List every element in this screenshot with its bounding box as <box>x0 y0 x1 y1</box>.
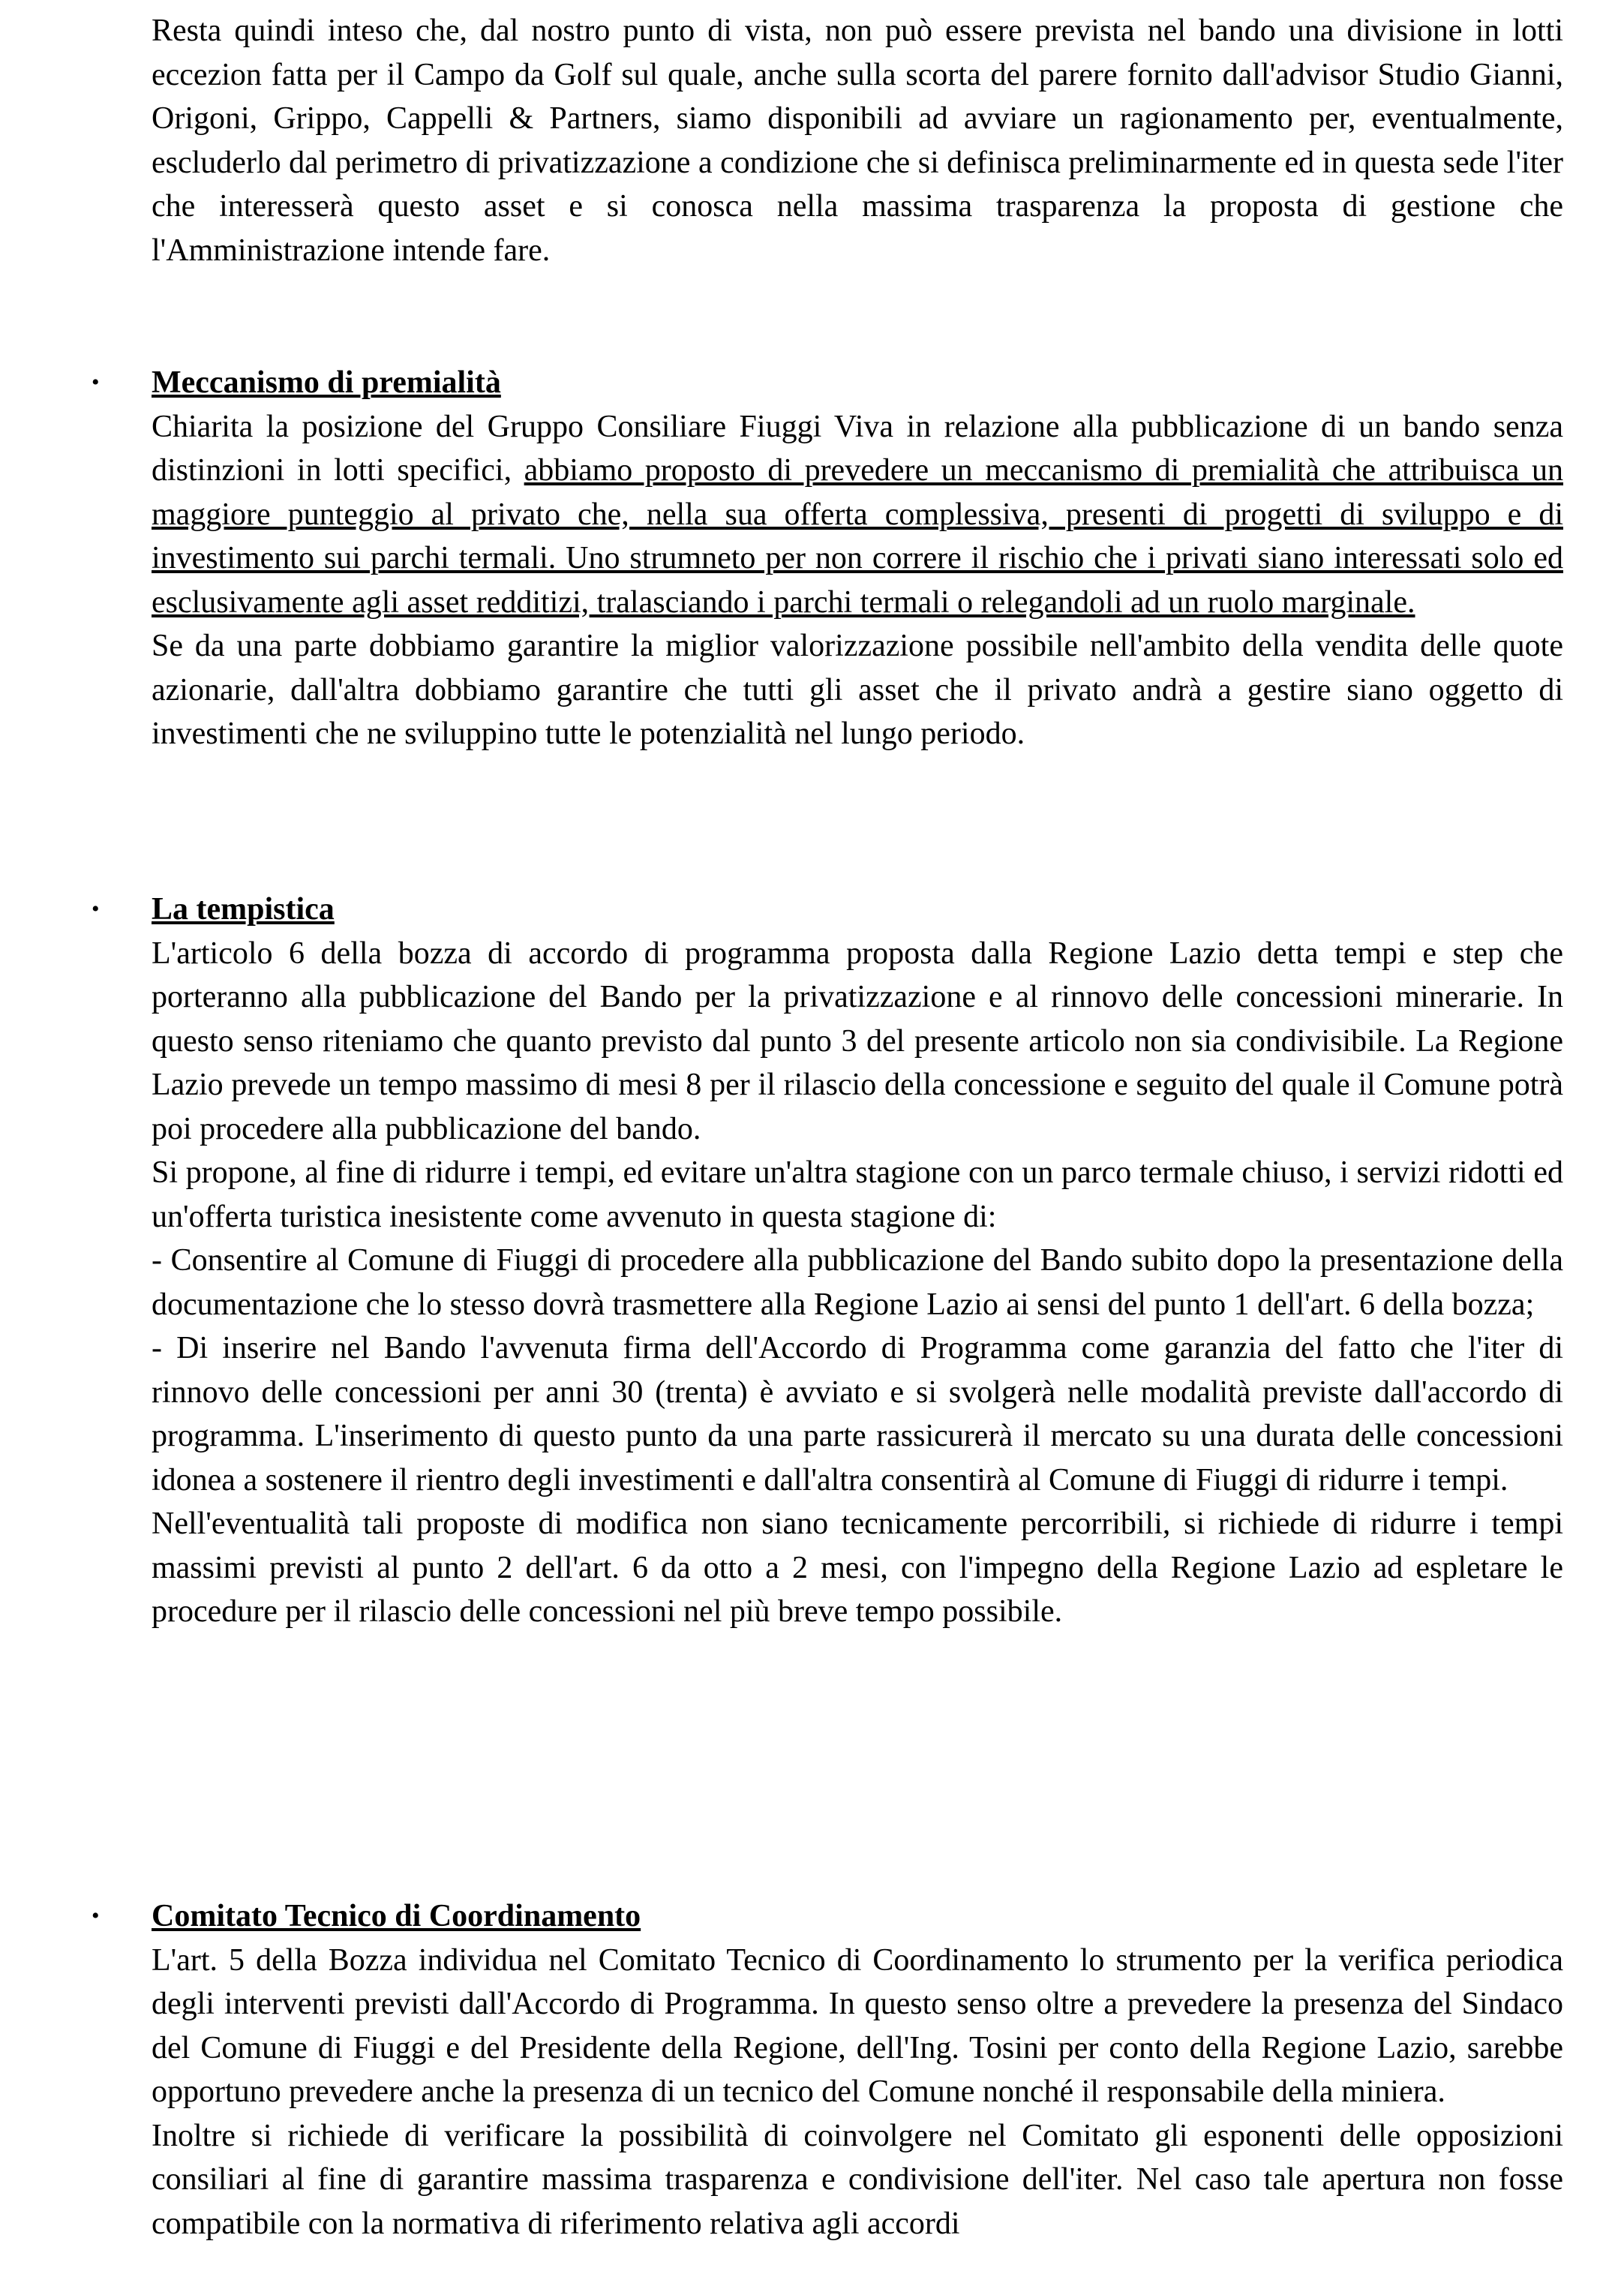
section-paragraph: Si propone, al fine di ridurre i tempi, ed evitare un'altra stagione con un parco termale chiuso, i servizi ridotti ed un'offerta turistica inesistente come avvenuto in questa stagione di: <box>152 1155 1563 1234</box>
section-paragraph: L'articolo 6 della bozza di accordo di programma proposta dalla Regione Lazio detta tempi e step che porteranno alla pubblicazione del Bando per la privatizzazione e al rinnovo delle concessioni minerarie. In questo senso riteniamo che quanto previsto dal punto 3 del presente articolo non sia condivisibile. La Regione Lazio prevede un tempo massimo di mesi 8 per il rilascio della concessione e seguito del quale il Comune potrà poi procedere alla pubblicazione del bando. <box>152 936 1563 1146</box>
bullet-icon: • <box>92 1903 100 1928</box>
section-heading: Meccanismo di premialità <box>152 365 501 400</box>
bullet-icon: • <box>92 370 100 395</box>
section-paragraph: - Di inserire nel Bando l'avvenuta firma dell'Accordo di Programma come garanzia del fatto che l'iter di rinnovo delle concessioni per anni 30 (trenta) è avviato e si svolgerà nelle modalità previste dall'accordo di programma. L'inserimento di questo punto da una parte rassicurerà il mercato su una durata delle concessioni idonea a sostenere il rientro degli investimenti e dall'altra consentirà al Comune di Fiuggi di ridurre i tempi. <box>152 1331 1563 1497</box>
section-paragraph <box>152 405 1563 625</box>
section-paragraph: Inoltre si richiede di verificare la possibilità di coinvolgere nel Comitato gli esponenti delle opposizioni consiliari al fine di garantire massima trasparenza e condivisione dell'iter. Nel caso tale apertura non fosse compatibile con la normativa di riferimento relativa agli accordi <box>152 2118 1563 2241</box>
section-heading: Comitato Tecnico di Coordinamento <box>152 1899 641 1933</box>
bullet-icon: • <box>92 897 100 921</box>
section-paragraph: Se da una parte dobbiamo garantire la miglior valorizzazione possibile nell'ambito della vendita delle quote azionarie, dall'altra dobbiamo garantire che tutti gli asset che il privato andrà a gestire siano oggetto di investimenti che ne sviluppino tutte le potenzialità nel lungo periodo. <box>152 629 1563 751</box>
paragraph-text: Chiarita la posizione del Gruppo Consiliare Fiuggi Viva in relazione alla pubblicazione di un bando senza distinzioni in lotti specifici, <box>152 409 1563 488</box>
section-paragraph: L'art. 5 della Bozza individua nel Comitato Tecnico di Coordinamento lo strumento per la verifica periodica degli interventi previsti dall'Accordo di Programma. In questo senso oltre a prevedere la presenza del Sindaco del Comune di Fiuggi e del Presidente della Regione, dell'Ing. Tosini per conto della Regione Lazio, sarebbe opportuno prevedere anche la presenza di un tecnico del Comune nonché il responsabile della miniera. <box>152 1942 1563 2109</box>
section-heading: La tempistica <box>152 892 335 927</box>
section-tempistica <box>92 888 1563 1634</box>
section-meccanismo-premialita <box>92 361 1563 756</box>
section-paragraph: - Consentire al Comune di Fiuggi di procedere alla pubblicazione del Bando subito dopo la presentazione della documentazione che lo stesso dovrà trasmettere alla Regione Lazio ai sensi del punto 1 dell'art. 6 della bozza; <box>152 1243 1563 1322</box>
section-paragraph: Nell'eventualità tali proposte di modifica non siano tecnicamente percorribili, si richiede di ridurre i tempi massimi previsti al punto 2 dell'art. 6 da otto a 2 mesi, con l'impegno della Regione Lazio ad espletare le procedure per il rilascio delle concessioni nel più breve tempo possibile. <box>152 1506 1563 1629</box>
underlined-text: abbiamo proposto di prevedere un meccanismo di premialità che attribuisca un maggiore punteggio al privato che, nella sua offerta complessiva, presenti di progetti di sviluppo e di investimento sui parchi termali. Uno strumneto per non correre il rischio che i privati siano interessati solo ed esclusivamente agli asset redditizi, tralasciando i parchi termali o relegandoli ad un ruolo marginale. <box>152 453 1563 620</box>
section-comitato-tecnico <box>92 1894 1563 2245</box>
intro-paragraph: Resta quindi inteso che, dal nostro punto di vista, non può essere prevista nel bando una divisione in lotti eccezion fatta per il Campo da Golf sul quale, anche sulla scorta del parere fornito dall'advisor Studio Gianni, Origoni, Grippo, Cappelli & Partners, siamo disponibili ad avviare un ragionamento per, eventualmente, escluderlo dal perimetro di privatizzazione a condizione che si definisca preliminarmente ed in questa sede l'iter che interesserà questo asset e si conosca nella massima trasparenza la proposta di gestione che l'Amministrazione intende fare. <box>152 14 1563 268</box>
